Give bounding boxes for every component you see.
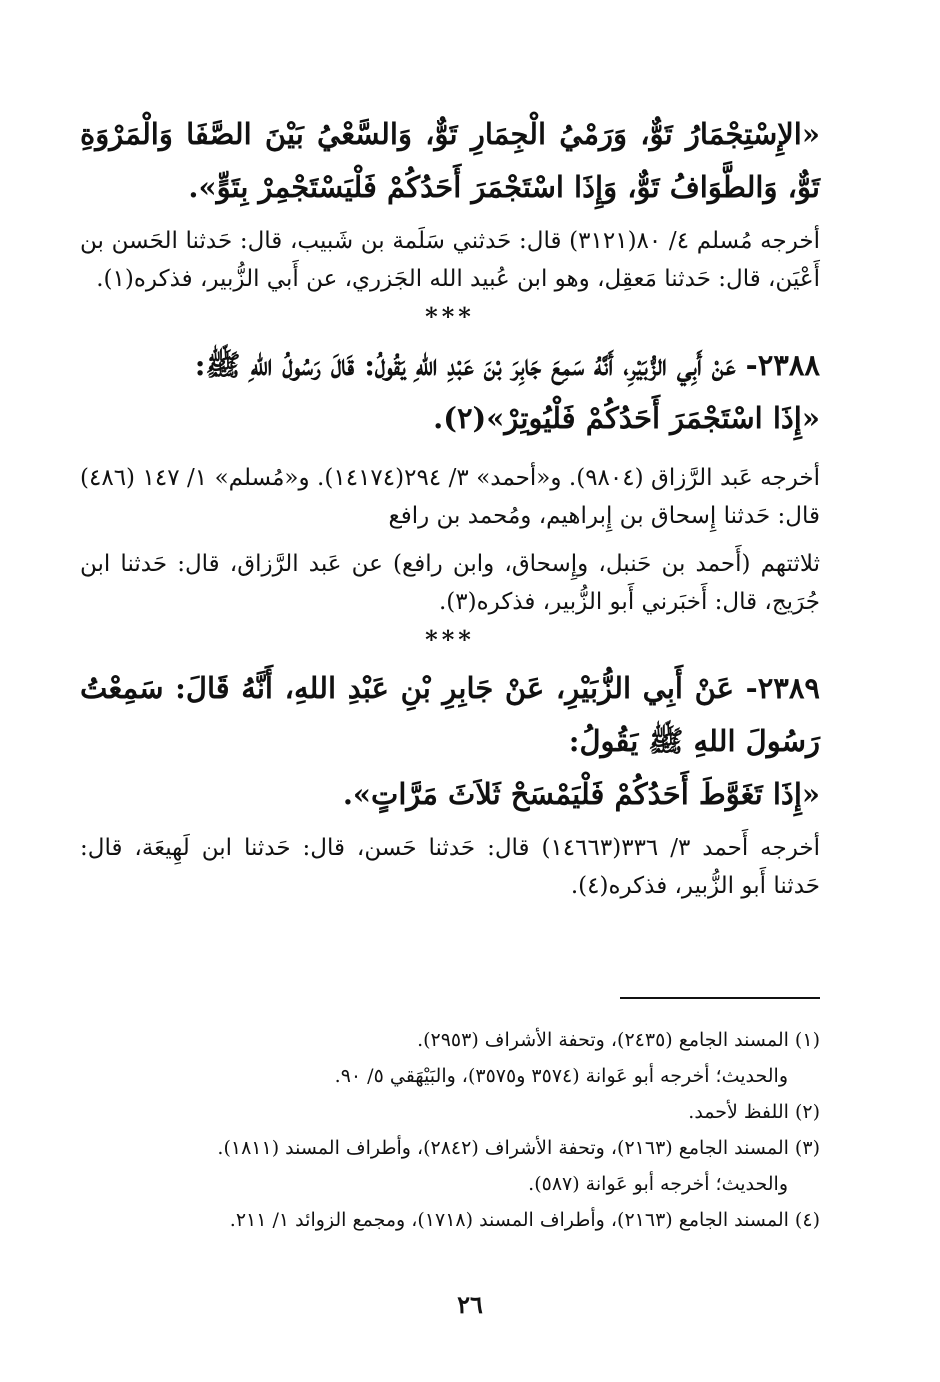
footnote-3: (٣) المسند الجامع (٢١٦٣)، وتحفة الأشراف (٢٨٤٢)، وأطراف المسند (١٨١١). xyxy=(217,1137,820,1159)
separator-stars-2: *** xyxy=(425,625,475,654)
footnote-divider xyxy=(620,997,820,999)
takhrij-2389: أخرجه أَحمد ٣/ ٣٣٦(١٤٦٦٣) قال: حَدثنا حَسن، قال: حَدثنا ابن لَهِيعَة، قال: حَدثنا أَبو الزُّبير، فذكره(٤). xyxy=(80,835,821,899)
footnotes xyxy=(150,1022,820,1238)
separator-stars: *** xyxy=(425,302,475,331)
page-number: ٢٦ xyxy=(457,1290,483,1319)
footnote-3-continuation: والحديث؛ أخرجه أبو عَوانة (٥٨٧). xyxy=(528,1173,788,1195)
hadith-2388-text: «إِذَا اسْتَجْمَرَ أَحَدُكُمْ فَلْيُوتِرْ»(٢). xyxy=(433,401,820,435)
hadith-2389-text: «إِذَا تَغَوَّطَ أَحَدُكُمْ فَلْيَمْسَحْ ثَلاَثَ مَرَّاتٍ». xyxy=(342,777,820,811)
footnote-1-continuation: والحديث؛ أخرجه أبو عَوانة (٣٥٧٤ و٣٥٧٥)، والبَيْهَقي ٥/ ٩٠. xyxy=(334,1065,788,1087)
takhrij-2388: أخرجه عَبد الرَّزاق (٩٨٠٤). و«أحمد» ٣/ ٢٩٤(١٤١٧٤). و«مُسلم» ١/ ١٤٧ (٤٨٦) قال: حَدثنا إِسحاق بن إِبراهيم، ومُحمد بن رافع xyxy=(80,465,821,529)
footnote-4: (٤) المسند الجامع (٢١٦٣)، وأطراف المسند (١٧١٨)، ومجمع الزوائد ١/ ٢١١. xyxy=(229,1209,820,1231)
takhrij-muslim: أخرجه مُسلم ٤/ ٨٠(٣١٢١) قال: حَدثني سَلَمة بن شَبيب، قال: حَدثنا الحَسن بن أَعْيَن، قال: حَدثنا مَعقِل، وهو ابن عُبيد الله الجَزري، عن أَبي الزُّبير، فذكره(١). xyxy=(80,228,820,292)
footnote-2: (٢) اللفظ لأحمد. xyxy=(688,1101,820,1123)
hadith-2388-intro: ٢٣٨٨- عَنْ أَبِي الزُّبَيْرِ، أَنَّهُ سَمِعَ جَابِرَ بْنَ عَبْدِ اللهِ يَقُولُ: قَالَ رَسُولُ اللهِ ﷺ: xyxy=(194,348,820,382)
takhrij-2388-chain: ثلاثتهم (أَحمد بن حَنبل، وإِسحاق، وابن رافع) عن عَبد الرَّزاق، قال: حَدثنا ابن جُرَيج، قال: أَخبَرني أَبو الزُّبير، فذكره(٣). xyxy=(80,551,820,615)
page-body xyxy=(80,108,820,905)
hadith-text-istijmar: «الإِسْتِجْمَارُ تَوٌّ، وَرَمْيُ الْجِمَارِ تَوٌّ، وَالسَّعْيُ بَيْنَ الصَّفَا وَالْمَرْوَةِ تَوٌّ، وَالطَّوَافُ تَوٌّ، وَإِذَا اسْتَجْمَرَ أَحَدُكُمْ فَلْيَسْتَجْمِرْ بِتَوٍّ». xyxy=(80,117,820,204)
hadith-2389-intro: ٢٣٨٩- عَنْ أَبِي الزُّبَيْرِ، عَنْ جَابِرِ بْنِ عَبْدِ اللهِ، أَنَّهُ قَالَ: سَمِعْتُ رَسُولَ اللهِ ﷺ يَقُولُ: xyxy=(80,671,820,758)
footnote-1: (١) المسند الجامع (٢٤٣٥)، وتحفة الأشراف (٢٩٥٣). xyxy=(417,1029,820,1051)
